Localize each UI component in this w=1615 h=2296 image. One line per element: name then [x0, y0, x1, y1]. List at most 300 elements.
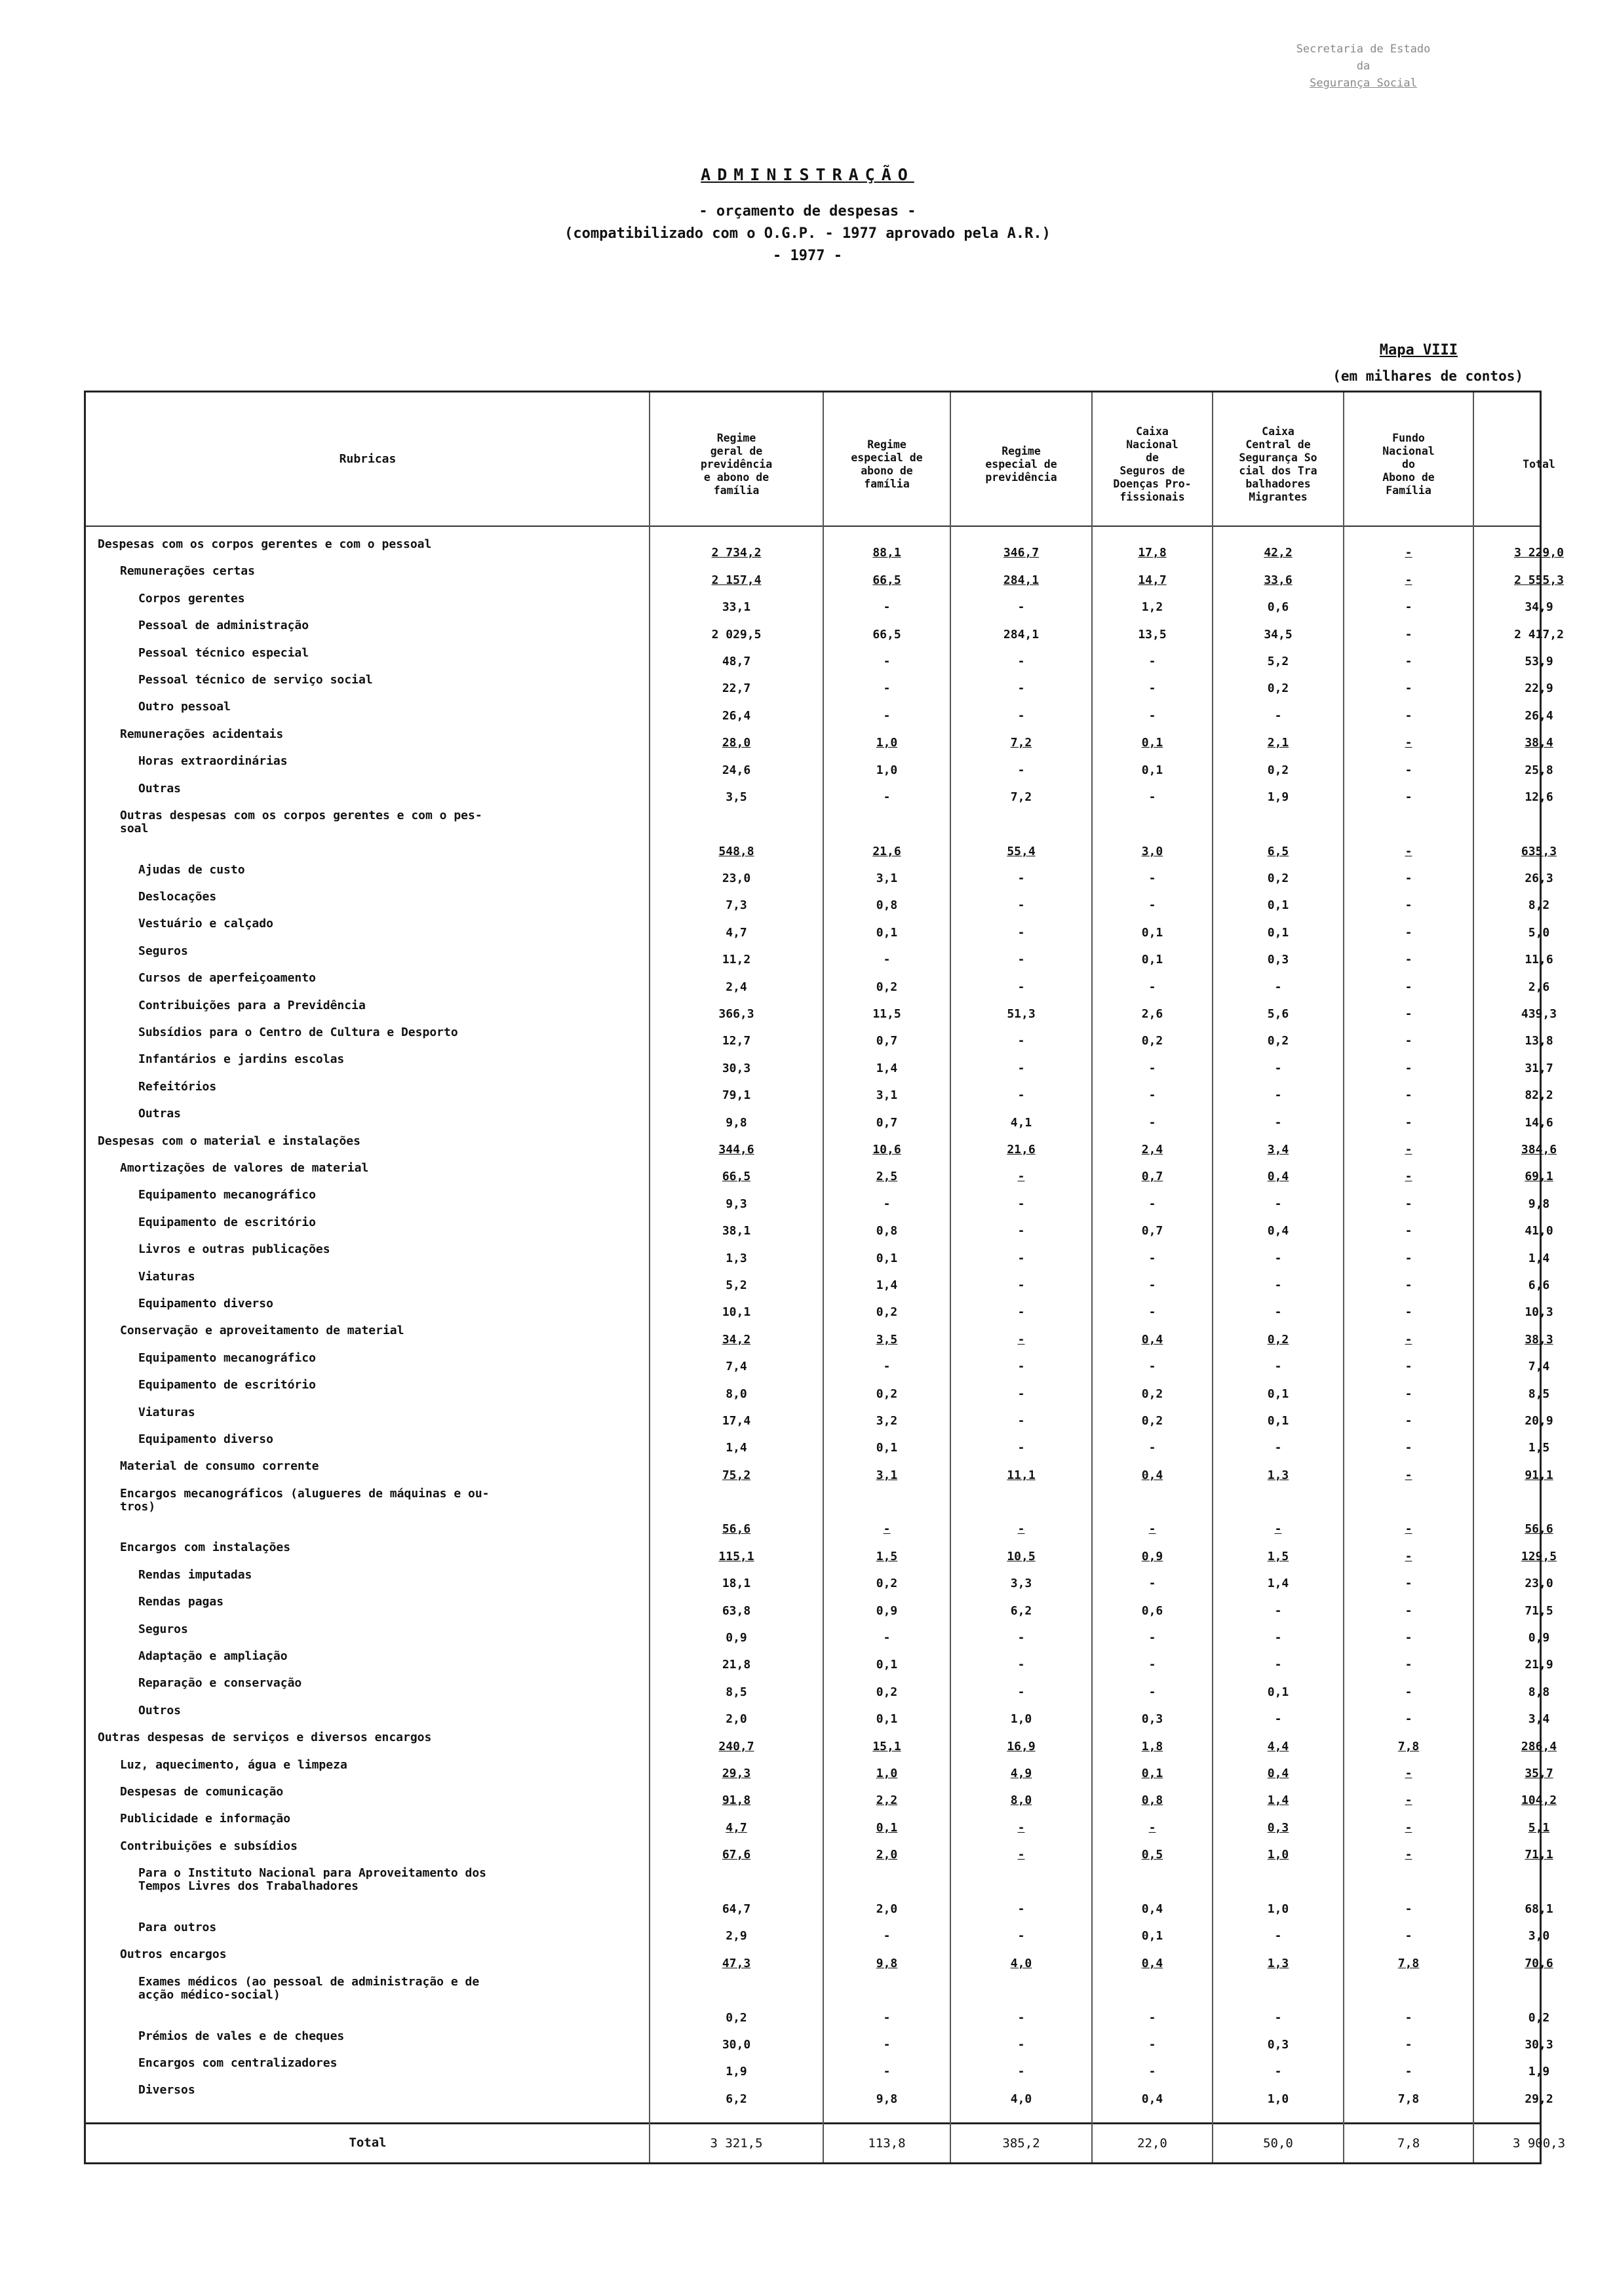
cell-value: 0,1: [1141, 1929, 1163, 1943]
row-label: Contribuições para a Previdência: [138, 998, 366, 1012]
cell-value: 11,5: [872, 1007, 901, 1022]
cell-value: 17,4: [722, 1413, 751, 1428]
total-value: 3 900,3: [1512, 2136, 1566, 2151]
cell-value: -: [1405, 708, 1412, 723]
cell-value: 8,5: [726, 1685, 747, 1699]
cell-value: 79,1: [722, 1088, 751, 1103]
cell-value: 0,1: [876, 925, 898, 940]
cell-value: 2,4: [1141, 1143, 1163, 1157]
cell-value: 2,0: [876, 1848, 898, 1862]
cell-value: 71,5: [1525, 1603, 1553, 1618]
cell-value: -: [1017, 953, 1025, 967]
cell-value: 0,2: [876, 980, 898, 994]
cell-value: 1,3: [1267, 1956, 1289, 1970]
row-label: Viaturas: [138, 1269, 195, 1284]
cell-value: -: [1274, 1088, 1282, 1103]
cell-value: -: [1274, 1196, 1282, 1211]
cell-value: 0,1: [1141, 736, 1163, 750]
column-header: Regime geral de previdência e abono de família: [700, 432, 773, 497]
total-value: 22,0: [1137, 2136, 1167, 2151]
column-header: Regime especial de previdência: [985, 445, 1057, 484]
cell-value: 69,1: [1525, 1170, 1553, 1184]
cell-value: 1,5: [1267, 1549, 1289, 1563]
row-label: Vestuário e calçado: [138, 917, 273, 931]
cell-value: 346,7: [1003, 546, 1040, 560]
table-body: [86, 537, 1564, 2110]
cell-value: 8,0: [726, 1387, 747, 1401]
cell-value: 7,2: [1010, 790, 1032, 804]
row-label: Pessoal técnico especial: [138, 645, 309, 660]
cell-value: 5,1: [1528, 1820, 1550, 1835]
cell-value: 10,1: [722, 1305, 751, 1320]
cell-value: -: [1405, 1224, 1412, 1238]
cell-value: 9,8: [876, 2092, 898, 2106]
cell-value: 5,6: [1267, 1007, 1289, 1022]
cell-value: 13,8: [1525, 1034, 1553, 1048]
cell-value: 2,1: [1267, 736, 1289, 750]
cell-value: 3 229,0: [1514, 546, 1564, 560]
cell-value: -: [1017, 2037, 1025, 2052]
cell-value: 26,3: [1525, 871, 1553, 886]
cell-value: 35,7: [1525, 1767, 1553, 1780]
cell-value: 0,4: [1141, 2092, 1163, 2106]
row-label: Prémios de vales e de cheques: [138, 2029, 345, 2043]
cell-value: -: [1017, 898, 1025, 913]
column-header: Total: [1523, 458, 1555, 470]
cell-value: -: [1017, 708, 1025, 723]
cell-value: 635,3: [1521, 844, 1557, 858]
cell-value: -: [883, 600, 891, 615]
cell-value: 2 029,5: [711, 627, 762, 641]
cell-value: -: [1405, 600, 1412, 615]
cell-value: 63,8: [722, 1603, 751, 1618]
stamp-line: da: [1356, 60, 1371, 73]
row-label: Despesas de comunicação: [120, 1785, 284, 1799]
cell-value: -: [1148, 708, 1156, 723]
total-value: 385,2: [1002, 2136, 1040, 2151]
table-row: [86, 781, 1553, 808]
stamp-line: Segurança Social: [1310, 77, 1417, 90]
cell-value: 38,3: [1525, 1332, 1553, 1347]
cell-value: -: [883, 2037, 891, 2052]
cell-value: -: [883, 1522, 891, 1537]
cell-value: 9,8: [876, 1956, 898, 1970]
cell-value: -: [1017, 1631, 1025, 1645]
cell-value: -: [1148, 1441, 1156, 1455]
cell-value: 21,9: [1525, 1658, 1553, 1672]
page-subtitle: - orçamento de despesas -: [699, 203, 916, 220]
table-row: [86, 2029, 1553, 2056]
cell-value: 0,4: [1141, 1956, 1163, 1970]
cell-value: 0,2: [876, 1387, 898, 1401]
table-row: [86, 1323, 1553, 1350]
row-label: Equipamento de escritório: [138, 1378, 316, 1392]
cell-value: 23,0: [1525, 1577, 1553, 1591]
row-label: Seguros: [138, 1622, 188, 1636]
cell-value: 3,3: [1010, 1577, 1032, 1591]
cell-value: -: [1274, 2065, 1282, 2079]
row-label: Equipamento mecanográfico: [138, 1350, 316, 1365]
cell-value: 2,0: [876, 1902, 898, 1916]
table-row: [86, 916, 1550, 943]
cell-value: 82,2: [1525, 1088, 1553, 1103]
cell-value: -: [1405, 1522, 1412, 1537]
row-label: Horas extraordinárias: [138, 754, 288, 769]
cell-value: -: [1405, 871, 1412, 886]
cell-value: 0,1: [1267, 1387, 1289, 1401]
row-label: Viaturas: [138, 1405, 195, 1419]
cell-value: 344,6: [718, 1143, 754, 1157]
cell-value: -: [883, 681, 891, 696]
cell-value: -: [1148, 790, 1156, 804]
cell-value: 0,7: [1141, 1224, 1163, 1238]
cell-value: -: [1017, 1441, 1025, 1455]
cell-value: 21,8: [722, 1658, 751, 1672]
cell-value: 8,8: [1528, 1685, 1550, 1699]
cell-value: 5,2: [726, 1278, 747, 1292]
table-row: [86, 1730, 1557, 1757]
cell-value: -: [1405, 1305, 1412, 1320]
cell-value: 10,3: [1525, 1305, 1553, 1320]
cell-value: -: [1405, 573, 1412, 587]
cell-value: -: [1405, 1115, 1412, 1130]
cell-value: 8,0: [1010, 1793, 1032, 1808]
cell-value: -: [1405, 1387, 1412, 1401]
cell-value: 29,2: [1525, 2092, 1553, 2106]
cell-value: 1,0: [1267, 1902, 1289, 1916]
cell-value: 0,1: [1267, 1685, 1289, 1699]
table-row: [86, 1160, 1553, 1187]
total-value: 50,0: [1263, 2136, 1293, 2151]
table-row: [86, 1703, 1550, 1730]
table-row: [86, 1784, 1557, 1811]
row-label: Diversos: [138, 2083, 195, 2097]
cell-value: -: [1405, 1441, 1412, 1455]
cell-value: -: [1274, 1658, 1282, 1672]
cell-value: 439,3: [1521, 1007, 1557, 1022]
cell-value: 2,4: [726, 980, 747, 994]
cell-value: 7,8: [1397, 1739, 1420, 1753]
cell-value: 2 734,2: [711, 546, 762, 560]
cell-value: 0,5: [1141, 1848, 1163, 1862]
cell-value: 0,2: [876, 1305, 898, 1320]
cell-value: -: [1405, 1793, 1412, 1808]
table-row: [86, 1025, 1553, 1052]
document-heading: [0, 164, 1615, 267]
cell-value: -: [1405, 1685, 1412, 1699]
table-row: [86, 944, 1553, 970]
cell-value: -: [1405, 898, 1412, 913]
cell-value: 0,2: [1528, 2010, 1550, 2025]
row-label: Outras despesas com os corpos gerentes e com o pes- soal: [120, 808, 482, 835]
cell-value: 16,9: [1007, 1739, 1036, 1753]
cell-value: 29,3: [722, 1767, 751, 1780]
cell-value: 2 417,2: [1514, 627, 1564, 641]
column-header: Caixa Central de Segurança So cial dos Tra balhadores Migrantes: [1239, 425, 1317, 503]
cell-value: -: [1017, 1170, 1025, 1184]
cell-value: -: [1148, 2065, 1156, 2079]
cell-value: -: [883, 1360, 891, 1374]
table-row: [86, 998, 1557, 1025]
cell-value: -: [1405, 654, 1412, 668]
cell-value: -: [1017, 1658, 1025, 1672]
cell-value: -: [883, 2010, 891, 2025]
cell-value: 21,6: [1007, 1143, 1036, 1157]
table-row: [86, 970, 1550, 997]
row-label: Para o Instituto Nacional para Aproveitamento dos Tempos Livres dos Trabalhadores: [138, 1866, 487, 1894]
row-label: Conservação e aproveitamento de material: [120, 1324, 404, 1338]
cell-value: 1,4: [1267, 1577, 1289, 1591]
cell-value: -: [1405, 1088, 1412, 1103]
row-label: Pessoal técnico de serviço social: [138, 672, 373, 687]
cell-value: 22,9: [1525, 681, 1553, 696]
cell-value: 14,7: [1138, 573, 1167, 587]
cell-value: 0,1: [876, 1441, 898, 1455]
budget-table: [84, 391, 1566, 2164]
table-row: [86, 1567, 1553, 1594]
cell-value: 67,6: [722, 1848, 751, 1862]
row-label: Equipamento de escritório: [138, 1215, 316, 1229]
cell-value: 20,9: [1525, 1413, 1553, 1428]
cell-value: 8,2: [1528, 898, 1550, 913]
cell-value: -: [1148, 1305, 1156, 1320]
cell-value: -: [1148, 1115, 1156, 1130]
cell-value: 2 555,3: [1514, 573, 1564, 587]
cell-value: 1,0: [1010, 1712, 1032, 1727]
cell-value: -: [1405, 980, 1412, 994]
cell-value: -: [1148, 1360, 1156, 1374]
cell-value: -: [1405, 2065, 1412, 2079]
table-row: [86, 889, 1550, 916]
table-row: [86, 1486, 1553, 1540]
cell-value: -: [1405, 627, 1412, 641]
cell-value: -: [1148, 2010, 1156, 2025]
cell-value: -: [1274, 980, 1282, 994]
cell-value: -: [1405, 1251, 1412, 1265]
cell-value: 0,8: [1141, 1793, 1163, 1808]
cell-value: -: [1017, 1034, 1025, 1048]
cell-value: 34,2: [722, 1332, 751, 1347]
cell-value: -: [1017, 1305, 1025, 1320]
total-row: [86, 2124, 1566, 2164]
table-row: [86, 1134, 1557, 1160]
cell-value: -: [1148, 2037, 1156, 2052]
cell-value: 3,1: [876, 1468, 898, 1482]
cell-value: 26,4: [1525, 708, 1553, 723]
cell-value: 7,2: [1010, 736, 1032, 750]
cell-value: -: [1017, 1929, 1025, 1943]
cell-value: 8,5: [1528, 1387, 1550, 1401]
table-row: [86, 1811, 1550, 1838]
cell-value: 366,3: [718, 1007, 754, 1022]
cell-value: -: [1405, 736, 1412, 750]
cell-value: -: [1405, 925, 1412, 940]
cell-value: -: [1274, 1061, 1282, 1075]
table-row: [86, 754, 1553, 780]
cell-value: 0,1: [1267, 898, 1289, 913]
cell-value: 0,9: [1528, 1631, 1550, 1645]
cell-value: 1,0: [1267, 1848, 1289, 1862]
cell-value: -: [1017, 871, 1025, 886]
cell-value: 3,1: [876, 871, 898, 886]
cell-value: 2,6: [1141, 1007, 1163, 1022]
cell-value: 0,2: [1267, 1332, 1289, 1347]
cell-value: 10,5: [1007, 1549, 1036, 1563]
table-row: [86, 1432, 1550, 1459]
cell-value: 71,1: [1525, 1848, 1553, 1862]
cell-value: 104,2: [1521, 1793, 1557, 1808]
cell-value: -: [1148, 1196, 1156, 1211]
table-row: [86, 2056, 1550, 2082]
table-row: [86, 564, 1564, 590]
cell-value: 548,8: [718, 844, 754, 858]
row-label: Rendas imputadas: [138, 1567, 252, 1582]
cell-value: 1,0: [1267, 2092, 1289, 2106]
cell-value: 51,3: [1007, 1007, 1036, 1022]
cell-value: 0,9: [1141, 1549, 1163, 1563]
row-label: Encargos com centralizadores: [138, 2056, 338, 2070]
cell-value: 0,1: [1267, 925, 1289, 940]
cell-value: -: [1405, 1278, 1412, 1292]
cell-value: 4,0: [1010, 1956, 1032, 1970]
row-label: Equipamento mecanográfico: [138, 1188, 316, 1202]
cell-value: 1,4: [1267, 1793, 1289, 1808]
table-row: [86, 1377, 1550, 1404]
table-row: [86, 1052, 1553, 1079]
row-label: Equipamento diverso: [138, 1432, 273, 1446]
cell-value: 0,4: [1267, 1170, 1289, 1184]
cell-value: 0,1: [876, 1712, 898, 1727]
total-value: 113,8: [868, 2136, 906, 2151]
total-label: Total: [349, 2135, 387, 2150]
cell-value: 88,1: [872, 546, 901, 560]
cell-value: -: [1017, 2065, 1025, 2079]
cell-value: 7,4: [1528, 1360, 1550, 1374]
table-row: [86, 537, 1564, 564]
cell-value: -: [1405, 1549, 1412, 1563]
cell-value: 34,9: [1525, 600, 1553, 615]
cell-value: 24,6: [722, 763, 751, 777]
cell-value: 6,2: [1010, 1603, 1032, 1618]
cell-value: -: [1148, 898, 1156, 913]
cell-value: 286,4: [1521, 1739, 1557, 1753]
cell-value: 7,8: [1397, 1956, 1420, 1970]
cell-value: -: [1148, 1088, 1156, 1103]
cell-value: -: [1405, 1170, 1412, 1184]
table-row: [86, 618, 1564, 645]
row-label: Infantários e jardins escolas: [138, 1052, 345, 1067]
cell-value: 0,2: [1141, 1034, 1163, 1048]
cell-value: -: [1148, 1631, 1156, 1645]
cell-value: 3,5: [876, 1332, 898, 1347]
cell-value: 0,2: [1267, 681, 1289, 696]
cell-value: 2 157,4: [711, 573, 762, 587]
cell-value: -: [1405, 1603, 1412, 1618]
cell-value: 1,9: [1528, 2065, 1550, 2079]
cell-value: 0,1: [1141, 925, 1163, 940]
row-label: Luz, aquecimento, água e limpeza: [120, 1757, 347, 1772]
cell-value: 115,1: [718, 1549, 754, 1563]
cell-value: -: [1274, 1360, 1282, 1374]
table-row: [86, 1622, 1550, 1649]
table-row: [86, 1675, 1550, 1702]
cell-value: -: [1148, 1820, 1156, 1835]
table-row: [86, 672, 1553, 699]
cell-value: -: [1148, 980, 1156, 994]
unit-note: (em milhares de contos): [1333, 368, 1523, 384]
cell-value: -: [1017, 1278, 1025, 1292]
cell-value: 1,3: [726, 1251, 747, 1265]
table-row: [86, 591, 1553, 618]
cell-value: -: [1017, 1088, 1025, 1103]
cell-value: -: [1405, 1767, 1412, 1780]
table-row: [86, 1947, 1553, 1974]
row-label: Deslocações: [138, 890, 217, 904]
cell-value: -: [1148, 1577, 1156, 1591]
table-row: [86, 1242, 1550, 1269]
cell-value: 9,8: [726, 1115, 747, 1130]
cell-value: -: [1017, 1387, 1025, 1401]
cell-value: -: [1017, 2010, 1025, 2025]
cell-value: -: [1148, 1251, 1156, 1265]
page-note: (compatibilizado com o O.G.P. - 1977 aprovado pela A.R.): [564, 225, 1051, 242]
cell-value: 2,9: [726, 1929, 747, 1943]
row-label: Outras despesas de serviços e diversos encargos: [98, 1731, 432, 1745]
cell-value: -: [1405, 953, 1412, 967]
cell-value: 0,4: [1267, 1224, 1289, 1238]
cell-value: 1,0: [876, 736, 898, 750]
cell-value: -: [1274, 1278, 1282, 1292]
cell-value: 284,1: [1003, 627, 1040, 641]
cell-value: 33,1: [722, 600, 751, 615]
row-label: Seguros: [138, 944, 188, 958]
row-label: Reparação e conservação: [138, 1676, 302, 1691]
cell-value: -: [1405, 1061, 1412, 1075]
row-label: Outros encargos: [120, 1947, 227, 1962]
page-year: - 1977 -: [773, 248, 842, 264]
cell-value: 21,6: [872, 844, 901, 858]
cell-value: -: [1405, 1929, 1412, 1943]
cell-value: 56,6: [1525, 1522, 1553, 1537]
stamp-line: Secretaria de Estado: [1296, 43, 1431, 56]
cell-value: -: [1274, 1305, 1282, 1320]
cell-value: 4,1: [1010, 1115, 1032, 1130]
cell-value: 5,0: [1528, 925, 1550, 940]
cell-value: 34,5: [1264, 627, 1293, 641]
cell-value: -: [1405, 1143, 1412, 1157]
table-row: [86, 1920, 1550, 1947]
cell-value: 4,7: [726, 925, 747, 940]
cell-value: 1,0: [876, 763, 898, 777]
table-row: [86, 1974, 1550, 2029]
cell-value: 48,7: [722, 654, 751, 668]
cell-value: -: [1274, 2010, 1282, 2025]
cell-value: 9,3: [726, 1196, 747, 1211]
row-label: Publicidade e informação: [120, 1812, 291, 1826]
row-label: Cursos de aperfeiçoamento: [138, 971, 316, 985]
cell-value: -: [1017, 1224, 1025, 1238]
cell-value: 3,5: [726, 790, 747, 804]
cell-value: 2,5: [876, 1170, 898, 1184]
cell-value: 42,2: [1264, 546, 1293, 560]
cell-value: -: [1017, 1061, 1025, 1075]
cell-value: 384,6: [1521, 1143, 1557, 1157]
row-label: Adaptação e ampliação: [138, 1649, 288, 1664]
cell-value: 2,0: [726, 1712, 747, 1727]
cell-value: 64,7: [722, 1902, 751, 1916]
total-value: 7,8: [1397, 2136, 1420, 2151]
cell-value: 0,3: [1141, 1712, 1163, 1727]
